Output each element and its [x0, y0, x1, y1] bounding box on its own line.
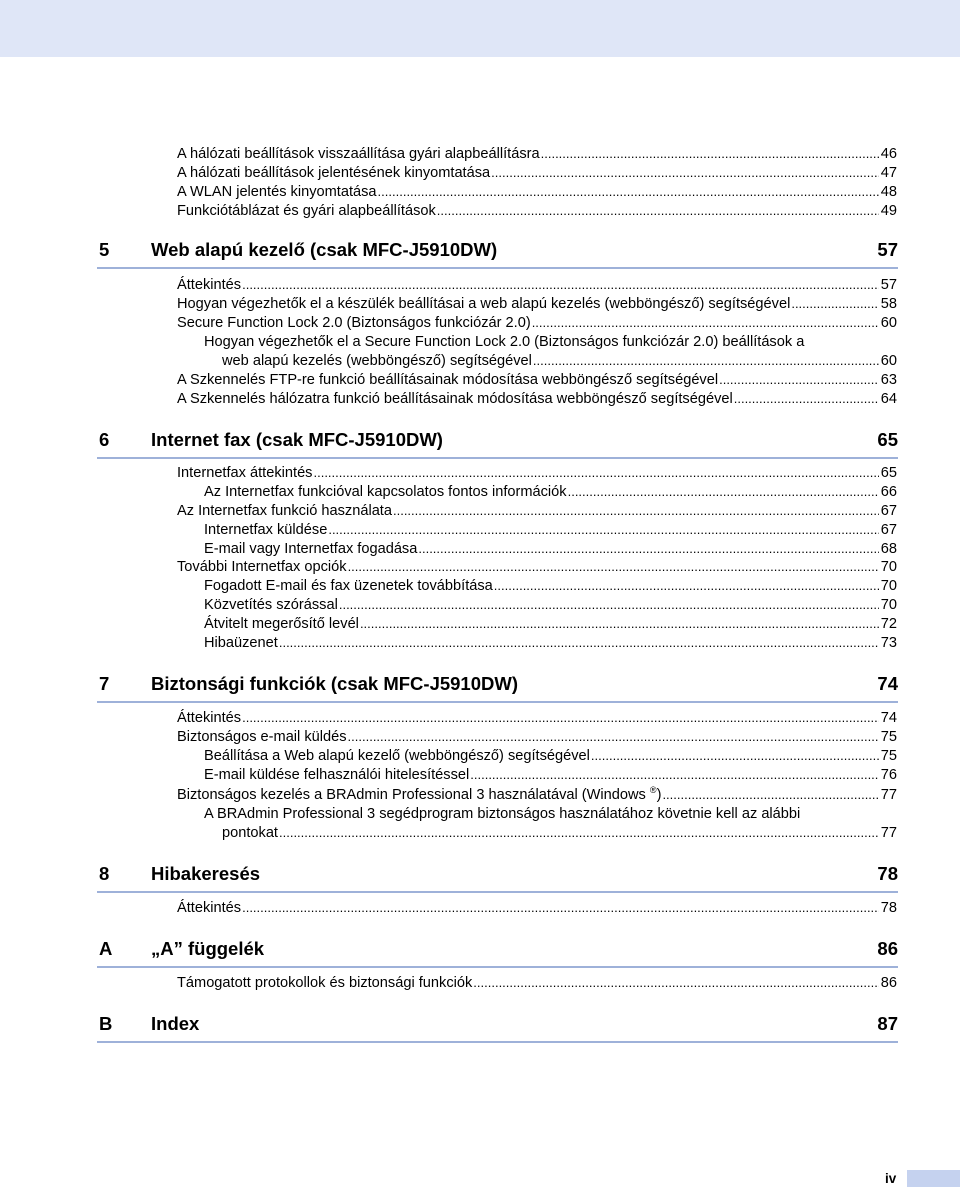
toc-entry[interactable]: Az Internetfax funkció használata ..... 67	[177, 502, 897, 520]
chapter-heading-7[interactable]	[97, 673, 898, 703]
chapter-title: Hibakeresés	[151, 863, 261, 884]
toc-entry[interactable]: Támogatott protokollok és biztonsági funkciók ..... 86	[177, 974, 897, 992]
toc-entry[interactable]: Az Internetfax funkcióval kapcsolatos fontos információk ..... 66	[204, 483, 897, 501]
toc-entry[interactable]: Hogyan végezhetők el a készülék beállításai a web alapú kezelés (webböngésző) segítségével ..... 58	[177, 295, 897, 313]
chapter-heading-5[interactable]	[97, 239, 898, 269]
toc-entry[interactable]: A hálózati beállítások visszaállítása gyári alapbeállításra ..... 46	[177, 145, 897, 163]
toc-entry[interactable]: Secure Function Lock 2.0 (Biztonságos funkciózár 2.0) ..... 60	[177, 314, 897, 332]
toc-entry[interactable]: Funkciótáblázat és gyári alapbeállítások ..... 49	[177, 202, 897, 220]
toc-entry[interactable]: További Internetfax opciók ..... 70	[177, 558, 897, 576]
chapter-number: 5	[99, 239, 110, 260]
toc-entry[interactable]: E-mail küldése felhasználói hitelesítéssel ..... 76	[204, 766, 897, 784]
header-band	[0, 0, 960, 57]
toc-entry[interactable]: Fogadott E-mail és fax üzenetek továbbítása ..... 70	[204, 577, 897, 595]
toc-entry[interactable]: Biztonságos kezelés a BRAdmin Professional 3 használatával (Windows ®) ..... 77	[177, 786, 897, 804]
toc-entry[interactable]: Átvitelt megerősítő levél ..... 72	[204, 615, 897, 633]
toc-entry[interactable]: web alapú kezelés (webböngésző) segítségével ..... 60	[222, 352, 897, 370]
footer-band	[907, 1170, 960, 1187]
chapter-number: 8	[99, 863, 110, 884]
toc-entry[interactable]: Áttekintés ..... 78	[177, 899, 897, 917]
chapter-page: 57	[877, 239, 898, 260]
chapter-title: Internet fax (csak MFC-J5910DW)	[151, 429, 443, 450]
chapter-title: Index	[151, 1013, 200, 1034]
chapter-heading-a[interactable]	[97, 938, 898, 968]
chapter-title: „A” függelék	[151, 938, 265, 959]
toc-entry[interactable]: A Szkennelés hálózatra funkció beállításainak módosítása webböngésző segítségével ..... 64	[177, 390, 897, 408]
toc-entry[interactable]: pontokat ..... 77	[222, 824, 897, 842]
toc-entry[interactable]: Áttekintés ..... 57	[177, 276, 897, 294]
chapter-heading-6[interactable]	[97, 429, 898, 459]
chapter-page: 74	[877, 673, 898, 694]
chapter-number: 7	[99, 673, 110, 694]
chapter-title: Web alapú kezelő (csak MFC-J5910DW)	[151, 239, 498, 260]
toc-entry[interactable]: Internetfax áttekintés ..... 65	[177, 464, 897, 482]
chapter-number: A	[99, 938, 113, 959]
toc-entry[interactable]: Beállítása a Web alapú kezelő (webböngésző) segítségével ..... 75	[204, 747, 897, 765]
chapter-number: B	[99, 1013, 113, 1034]
toc-entry-line[interactable]: Hogyan végezhetők el a Secure Function Lock 2.0 (Biztonságos funkciózár 2.0) beállítások a	[204, 334, 805, 350]
chapter-page: 86	[877, 938, 898, 959]
toc-entry[interactable]: Internetfax küldése ..... 67	[204, 521, 897, 539]
toc-entry[interactable]: A hálózati beállítások jelentésének kinyomtatása ..... 47	[177, 164, 897, 182]
page-number: iv	[885, 1171, 897, 1186]
chapter-page: 65	[877, 429, 898, 450]
chapter-title: Biztonsági funkciók (csak MFC-J5910DW)	[151, 673, 518, 694]
chapter-number: 6	[99, 429, 110, 450]
toc-entry[interactable]: E-mail vagy Internetfax fogadása ..... 68	[204, 540, 897, 558]
toc-entry[interactable]: A Szkennelés FTP-re funkció beállításainak módosítása webböngésző segítségével ..... 63	[177, 371, 897, 389]
chapter-heading-b[interactable]	[97, 1013, 898, 1043]
toc-entry-line[interactable]: A BRAdmin Professional 3 segédprogram biztonságos használatához követnie kell az alábbi	[204, 806, 801, 822]
toc-entry[interactable]: A WLAN jelentés kinyomtatása ..... 48	[177, 183, 897, 201]
chapter-heading-8[interactable]	[97, 863, 898, 893]
toc-entry[interactable]: Biztonságos e-mail küldés ..... 75	[177, 728, 897, 746]
toc-entry[interactable]: Közvetítés szórással ..... 70	[204, 596, 897, 614]
chapter-page: 78	[877, 863, 898, 884]
toc-entry[interactable]: Hibaüzenet ..... 73	[204, 634, 897, 652]
chapter-page: 87	[877, 1013, 898, 1034]
toc-entry[interactable]: Áttekintés ..... 74	[177, 709, 897, 727]
